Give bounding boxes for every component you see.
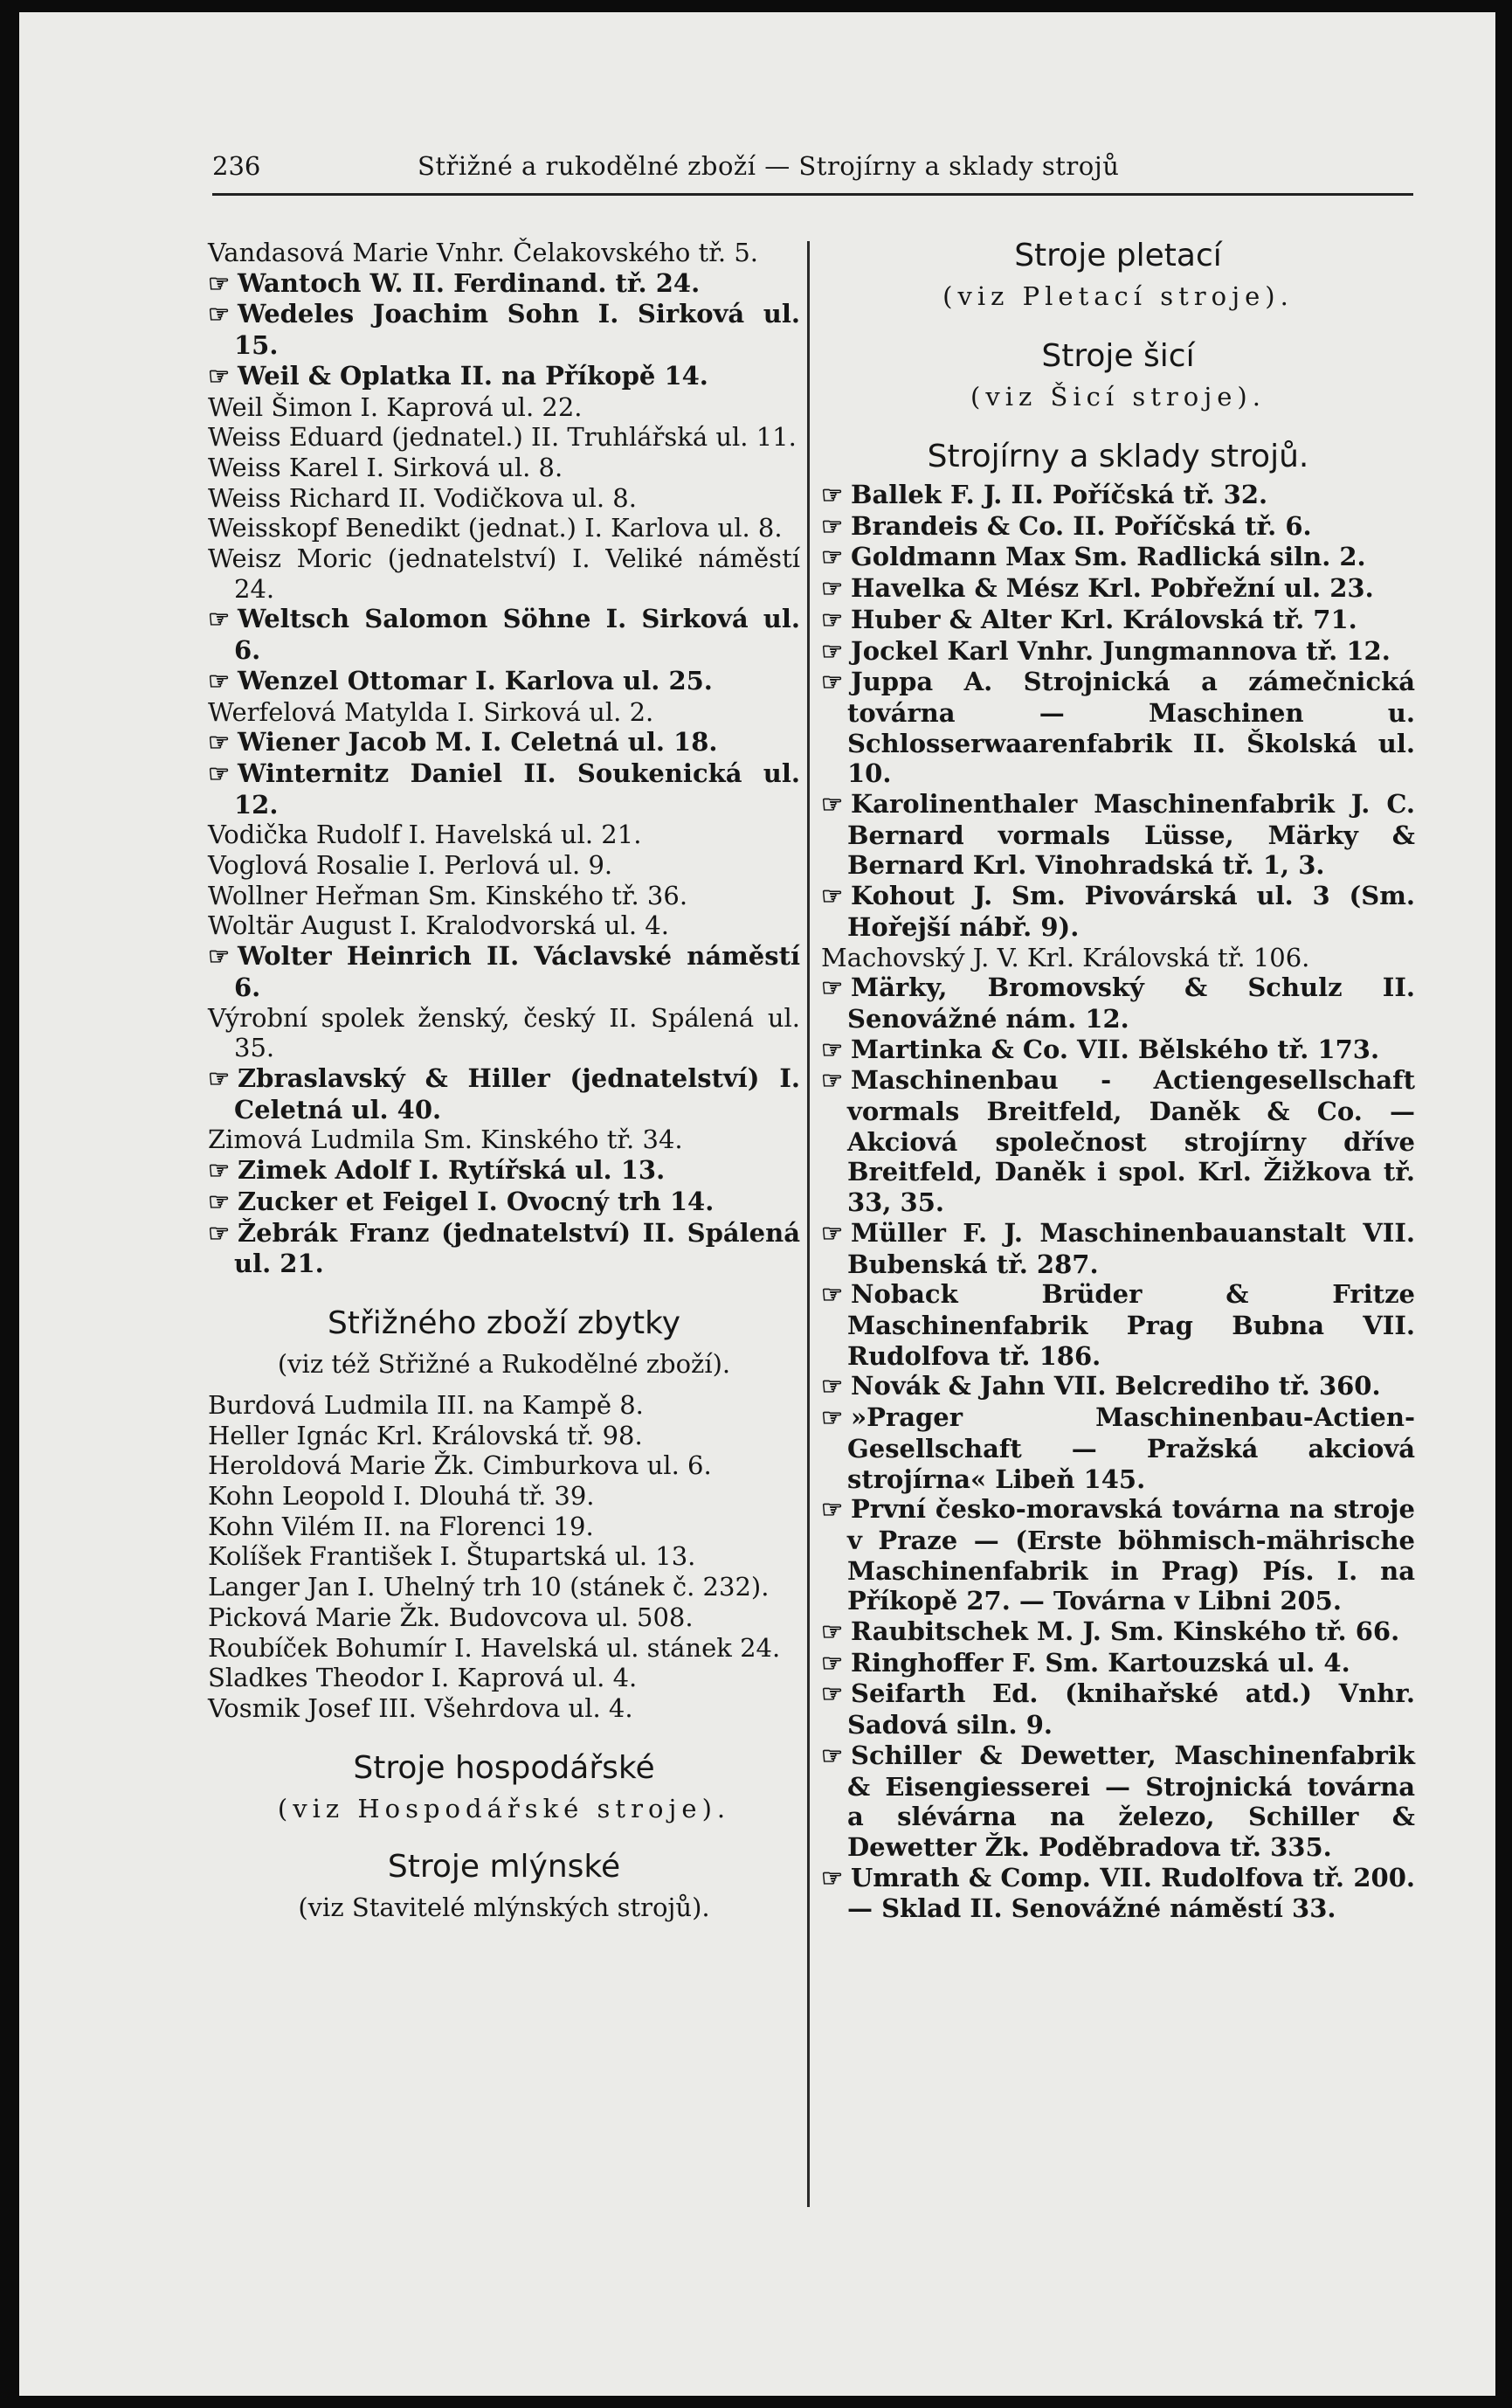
directory-entry bbox=[208, 1663, 800, 1693]
entry-text: Roubíček Bohumír I. Havelská ul. stánek 24. bbox=[208, 1632, 781, 1663]
entry-text: Winternitz Daniel II. Soukenická ul. 12. bbox=[234, 758, 800, 820]
directory-entry bbox=[208, 1693, 800, 1724]
directory-entry bbox=[208, 850, 800, 881]
directory-entry bbox=[208, 881, 800, 911]
directory-entry bbox=[821, 573, 1415, 605]
directory-entry bbox=[208, 1633, 800, 1664]
directory-entry bbox=[821, 511, 1415, 543]
section-note-hospodarske: (viz Hospodářské stroje). bbox=[277, 1793, 731, 1823]
directory-entry bbox=[208, 543, 800, 604]
entry-text: Heller Ignác Krl. Královská tř. 98. bbox=[208, 1420, 643, 1450]
entry-text: Kohout J. Sm. Pivovárská ul. 3 (Sm. Hořejší nábř. 9). bbox=[847, 881, 1415, 942]
directory-entry bbox=[208, 1421, 800, 1451]
pointing-hand-icon: ☞ bbox=[208, 1187, 231, 1216]
entry-text: Maschinenbau - Actiengesellschaft vormals Breitfeld, Daněk & Co. — Akciová společnost strojírny dříve Breitfeld, Daněk i spol. Krl. Žižkova tř. 33, 35. bbox=[847, 1065, 1415, 1218]
entry-text: Wollner Heřman Sm. Kinského tř. 36. bbox=[208, 880, 688, 910]
entry-text: Zbraslavský & Hiller (jednatelství) I. Celetná ul. 40. bbox=[234, 1062, 800, 1124]
section-heading-sici: Stroje šicí bbox=[1041, 338, 1195, 374]
section-heading-zbytky: Střižného zboží zbytky bbox=[327, 1304, 681, 1341]
section-note-sici: (viz Šicí stroje). bbox=[970, 382, 1266, 412]
entry-text: Wenzel Ottomar I. Karlova ul. 25. bbox=[238, 665, 713, 695]
directory-entry bbox=[208, 1450, 800, 1481]
pointing-hand-icon: ☞ bbox=[821, 1218, 844, 1248]
pointing-hand-icon: ☞ bbox=[821, 790, 844, 820]
pointing-hand-icon: ☞ bbox=[821, 1648, 844, 1678]
directory-entry bbox=[208, 820, 800, 850]
entry-text: Karolinenthaler Maschinenfabrik J. C. Bernard vormals Lüsse, Märky & Bernard Krl. Vinohradská tř. 1, 3. bbox=[847, 789, 1415, 881]
directory-entry bbox=[821, 667, 1415, 789]
directory-entry bbox=[821, 1648, 1415, 1679]
entry-text: Wolter Heinrich II. Václavské náměstí 6. bbox=[234, 941, 800, 1002]
pointing-hand-icon: ☞ bbox=[821, 882, 844, 911]
pointing-hand-icon: ☞ bbox=[208, 300, 231, 329]
entry-text: Langer Jan I. Uhelný trh 10 (stánek č. 232). bbox=[208, 1572, 770, 1602]
entry-text: Weiss Eduard (jednatel.) II. Truhlářská ul. 11. bbox=[208, 422, 797, 453]
entry-text: Žebrák Franz (jednatelství) II. Spálená ul. 21. bbox=[234, 1217, 800, 1279]
entry-text: Weiss Karel I. Sirková ul. 8. bbox=[208, 452, 563, 482]
entry-text: Wedeles Joachim Sohn I. Sirková ul. 15. bbox=[234, 299, 800, 361]
column-divider bbox=[807, 241, 810, 2207]
entry-text: Ballek F. J. II. Poříčská tř. 32. bbox=[851, 480, 1268, 509]
listing-group-a bbox=[208, 238, 800, 1279]
entry-text: Vodička Rudolf I. Havelská ul. 21. bbox=[208, 820, 642, 850]
pointing-hand-icon: ☞ bbox=[821, 605, 844, 634]
section-heading-pletaci: Stroje pletací bbox=[1014, 238, 1222, 273]
pointing-hand-icon: ☞ bbox=[208, 666, 231, 695]
entry-text: Weil Šimon I. Kaprová ul. 22. bbox=[208, 391, 583, 422]
page-header bbox=[212, 141, 1413, 196]
directory-entry bbox=[208, 604, 800, 665]
directory-entry bbox=[208, 758, 800, 820]
entry-text: Weiss Richard II. Vodičkova ul. 8. bbox=[208, 482, 637, 513]
directory-entry bbox=[821, 943, 1415, 973]
section-heading-hospodarske: Stroje hospodářské bbox=[353, 1749, 655, 1786]
directory-entry bbox=[821, 1616, 1415, 1648]
entry-text: Kolíšek František I. Štupartská ul. 13. bbox=[208, 1541, 696, 1572]
entry-text: Raubitschek M. J. Sm. Kinského tř. 66. bbox=[851, 1616, 1400, 1647]
directory-entry bbox=[208, 1541, 800, 1572]
pointing-hand-icon: ☞ bbox=[821, 574, 844, 604]
entry-text: Umrath & Comp. VII. Rudolfova tř. 200. — Sklad II. Senovážné náměstí 33. bbox=[847, 1862, 1415, 1924]
section-note-mlynske: (viz Stavitelé mlýnských strojů). bbox=[298, 1892, 710, 1922]
directory-entry bbox=[821, 542, 1415, 573]
entry-text: Burdová Ludmila III. na Kampě 8. bbox=[208, 1389, 644, 1420]
directory-entry bbox=[821, 1740, 1415, 1863]
pointing-hand-icon: ☞ bbox=[821, 1740, 844, 1770]
directory-entry bbox=[821, 789, 1415, 881]
entry-text: Juppa A. Strojnická a zámečnická továrna — Maschinen u. Schlosserwaarenfabrik II. Školská ul. 10. bbox=[847, 667, 1415, 789]
directory-entry bbox=[208, 1218, 800, 1279]
pointing-hand-icon: ☞ bbox=[821, 1403, 844, 1433]
pointing-hand-icon: ☞ bbox=[208, 605, 231, 634]
entry-text: Ringhoffer F. Sm. Kartouzská ul. 4. bbox=[851, 1647, 1350, 1678]
entry-text: Weisz Moric (jednatelství) I. Veliké náměstí 24. bbox=[208, 543, 800, 604]
entry-text: Sladkes Theodor I. Kaprová ul. 4. bbox=[208, 1663, 638, 1693]
directory-entry bbox=[821, 1678, 1415, 1740]
listing-group-b bbox=[208, 1390, 800, 1724]
directory-entry bbox=[821, 636, 1415, 668]
entry-text: Machovský J. V. Krl. Královská tř. 106. bbox=[821, 942, 1310, 972]
directory-entry bbox=[821, 1279, 1415, 1371]
entry-text: Havelka & Mész Krl. Pobřežní ul. 23. bbox=[851, 573, 1374, 604]
entry-text: Wiener Jacob M. I. Celetná ul. 18. bbox=[238, 727, 718, 758]
directory-entry bbox=[208, 268, 800, 300]
pointing-hand-icon: ☞ bbox=[208, 942, 231, 972]
entry-text: Schiller & Dewetter, Maschinenfabrik & Eisengiesserei — Strojnická továrna a slévárna na železo, Schiller & Dewetter Žk. Poděbradova tř. 335. bbox=[847, 1740, 1415, 1862]
directory-entry bbox=[208, 1187, 800, 1218]
pointing-hand-icon: ☞ bbox=[208, 268, 231, 298]
pointing-hand-icon: ☞ bbox=[821, 1066, 844, 1096]
entry-text: Výrobní spolek ženský, český II. Spálená ul. 35. bbox=[208, 1002, 800, 1063]
directory-entry bbox=[208, 1512, 800, 1542]
pointing-hand-icon: ☞ bbox=[208, 361, 231, 391]
directory-entry bbox=[208, 727, 800, 758]
directory-entry bbox=[208, 422, 800, 453]
entry-text: Jockel Karl Vnhr. Jungmannova tř. 12. bbox=[851, 635, 1391, 666]
pointing-hand-icon: ☞ bbox=[208, 1156, 231, 1186]
running-title: Střižné a rukodělné zboží — Strojírny a sklady strojů bbox=[418, 151, 1120, 181]
pointing-hand-icon: ☞ bbox=[821, 973, 844, 1003]
section-heading-strojirny: Strojírny a sklady strojů. bbox=[927, 439, 1309, 474]
directory-entry bbox=[821, 1218, 1415, 1279]
directory-entry bbox=[208, 1572, 800, 1602]
entry-text: Huber & Alter Krl. Královská tř. 71. bbox=[851, 604, 1357, 634]
entry-text: »Prager Maschinenbau-Actien-Gesellschaft — Pražská akciová strojírna« Libeň 145. bbox=[847, 1402, 1415, 1494]
entry-text: Zimová Ludmila Sm. Kinského tř. 34. bbox=[208, 1124, 683, 1155]
pointing-hand-icon: ☞ bbox=[821, 1034, 844, 1064]
directory-entry bbox=[208, 1124, 800, 1155]
entry-text: Martinka & Co. VII. Bělského tř. 173. bbox=[851, 1034, 1380, 1064]
pointing-hand-icon: ☞ bbox=[821, 481, 844, 509]
directory-entry bbox=[208, 238, 800, 268]
section-note-pletaci: (viz Pletací stroje). bbox=[942, 281, 1294, 311]
entry-text: Woltär August I. Kralodvorská ul. 4. bbox=[208, 910, 669, 941]
listing-group-strojirny bbox=[821, 480, 1415, 1924]
pointing-hand-icon: ☞ bbox=[821, 1495, 844, 1525]
directory-entry bbox=[208, 1390, 800, 1421]
directory-entry bbox=[821, 972, 1415, 1034]
pointing-hand-icon: ☞ bbox=[821, 668, 844, 697]
directory-entry bbox=[821, 1065, 1415, 1218]
pointing-hand-icon: ☞ bbox=[821, 1617, 844, 1647]
section-note-zbytky: (viz též Střižné a Rukodělné zboží). bbox=[277, 1348, 731, 1379]
directory-entry bbox=[821, 1863, 1415, 1924]
entry-text: Kohn Leopold I. Dlouhá tř. 39. bbox=[208, 1481, 595, 1512]
entry-text: Weisskopf Benedikt (jednat.) I. Karlova ul. 8. bbox=[208, 513, 783, 543]
directory-entry bbox=[208, 1481, 800, 1512]
entry-text: Noback Brüder & Fritze Maschinenfabrik Prag Bubna VII. Rudolfova tř. 186. bbox=[847, 1279, 1415, 1371]
directory-entry bbox=[208, 697, 800, 728]
entry-text: Märky, Bromovský & Schulz II. Senovážné nám. 12. bbox=[847, 972, 1415, 1034]
entry-text: Vandasová Marie Vnhr. Čelakovského tř. 5. bbox=[208, 238, 758, 267]
entry-text: Weil & Oplatka II. na Příkopě 14. bbox=[238, 360, 708, 391]
directory-entry bbox=[208, 513, 800, 543]
directory-entry bbox=[821, 1402, 1415, 1494]
page-number: 236 bbox=[212, 151, 261, 181]
pointing-hand-icon: ☞ bbox=[208, 728, 231, 758]
left-column bbox=[208, 238, 800, 1925]
pointing-hand-icon: ☞ bbox=[208, 1063, 231, 1093]
entry-text: Vosmik Josef III. Všehrdova ul. 4. bbox=[208, 1692, 633, 1723]
entry-text: Voglová Rosalie I. Perlová ul. 9. bbox=[208, 850, 613, 881]
directory-entry bbox=[821, 605, 1415, 636]
entry-text: Heroldová Marie Žk. Cimburkova ul. 6. bbox=[208, 1450, 712, 1481]
directory-entry bbox=[821, 881, 1415, 942]
pointing-hand-icon: ☞ bbox=[821, 1280, 844, 1310]
entry-text: Werfelová Matylda I. Sirková ul. 2. bbox=[208, 696, 654, 727]
entry-text: Weltsch Salomon Söhne I. Sirková ul. 6. bbox=[234, 604, 800, 666]
directory-entry bbox=[821, 1371, 1415, 1402]
entry-text: Seifarth Ed. (knihařské atd.) Vnhr. Sadová siln. 9. bbox=[847, 1678, 1415, 1740]
pointing-hand-icon: ☞ bbox=[208, 1218, 231, 1248]
directory-entry bbox=[208, 666, 800, 697]
pointing-hand-icon: ☞ bbox=[821, 1372, 844, 1401]
directory-page bbox=[19, 12, 1495, 2396]
entry-text: Müller F. J. Maschinenbauanstalt VII. Bubenská tř. 287. bbox=[847, 1217, 1415, 1279]
pointing-hand-icon: ☞ bbox=[821, 511, 844, 541]
entry-text: Novák & Jahn VII. Belcrediho tř. 360. bbox=[851, 1371, 1381, 1401]
entry-text: Brandeis & Co. II. Poříčská tř. 6. bbox=[851, 510, 1312, 541]
directory-entry bbox=[208, 453, 800, 483]
directory-entry bbox=[208, 1063, 800, 1124]
directory-entry bbox=[821, 1034, 1415, 1066]
directory-entry bbox=[208, 361, 800, 392]
directory-entry bbox=[208, 483, 800, 514]
pointing-hand-icon: ☞ bbox=[821, 636, 844, 666]
pointing-hand-icon: ☞ bbox=[821, 543, 844, 572]
entry-text: Wantoch W. II. Ferdinand. tř. 24. bbox=[238, 267, 701, 298]
pointing-hand-icon: ☞ bbox=[821, 1679, 844, 1709]
right-column bbox=[821, 238, 1415, 1924]
directory-entry bbox=[208, 1602, 800, 1633]
pointing-hand-icon: ☞ bbox=[208, 758, 231, 788]
entry-text: Picková Marie Žk. Budovcova ul. 508. bbox=[208, 1602, 694, 1632]
directory-entry bbox=[208, 910, 800, 941]
entry-text: Zucker et Feigel I. Ovocný trh 14. bbox=[238, 1186, 715, 1216]
directory-entry bbox=[208, 1003, 800, 1063]
directory-entry bbox=[208, 299, 800, 360]
entry-text: Goldmann Max Sm. Radlická siln. 2. bbox=[851, 542, 1366, 572]
entry-text: Kohn Vilém II. na Florenci 19. bbox=[208, 1511, 594, 1541]
entry-text: První česko-moravská továrna na stroje v Praze — (Erste böhmisch-mährische Maschinenfabrik in Prag) Pís. I. na Příkopě 27. — Továrna v Libni 205. bbox=[847, 1494, 1415, 1616]
section-heading-mlynske: Stroje mlýnské bbox=[387, 1848, 621, 1885]
directory-entry bbox=[821, 1494, 1415, 1616]
pointing-hand-icon: ☞ bbox=[821, 1863, 844, 1892]
directory-entry bbox=[208, 941, 800, 1002]
directory-entry bbox=[208, 392, 800, 423]
directory-entry bbox=[821, 480, 1415, 511]
directory-entry bbox=[208, 1155, 800, 1187]
entry-text: Zimek Adolf I. Rytířská ul. 13. bbox=[238, 1155, 666, 1186]
